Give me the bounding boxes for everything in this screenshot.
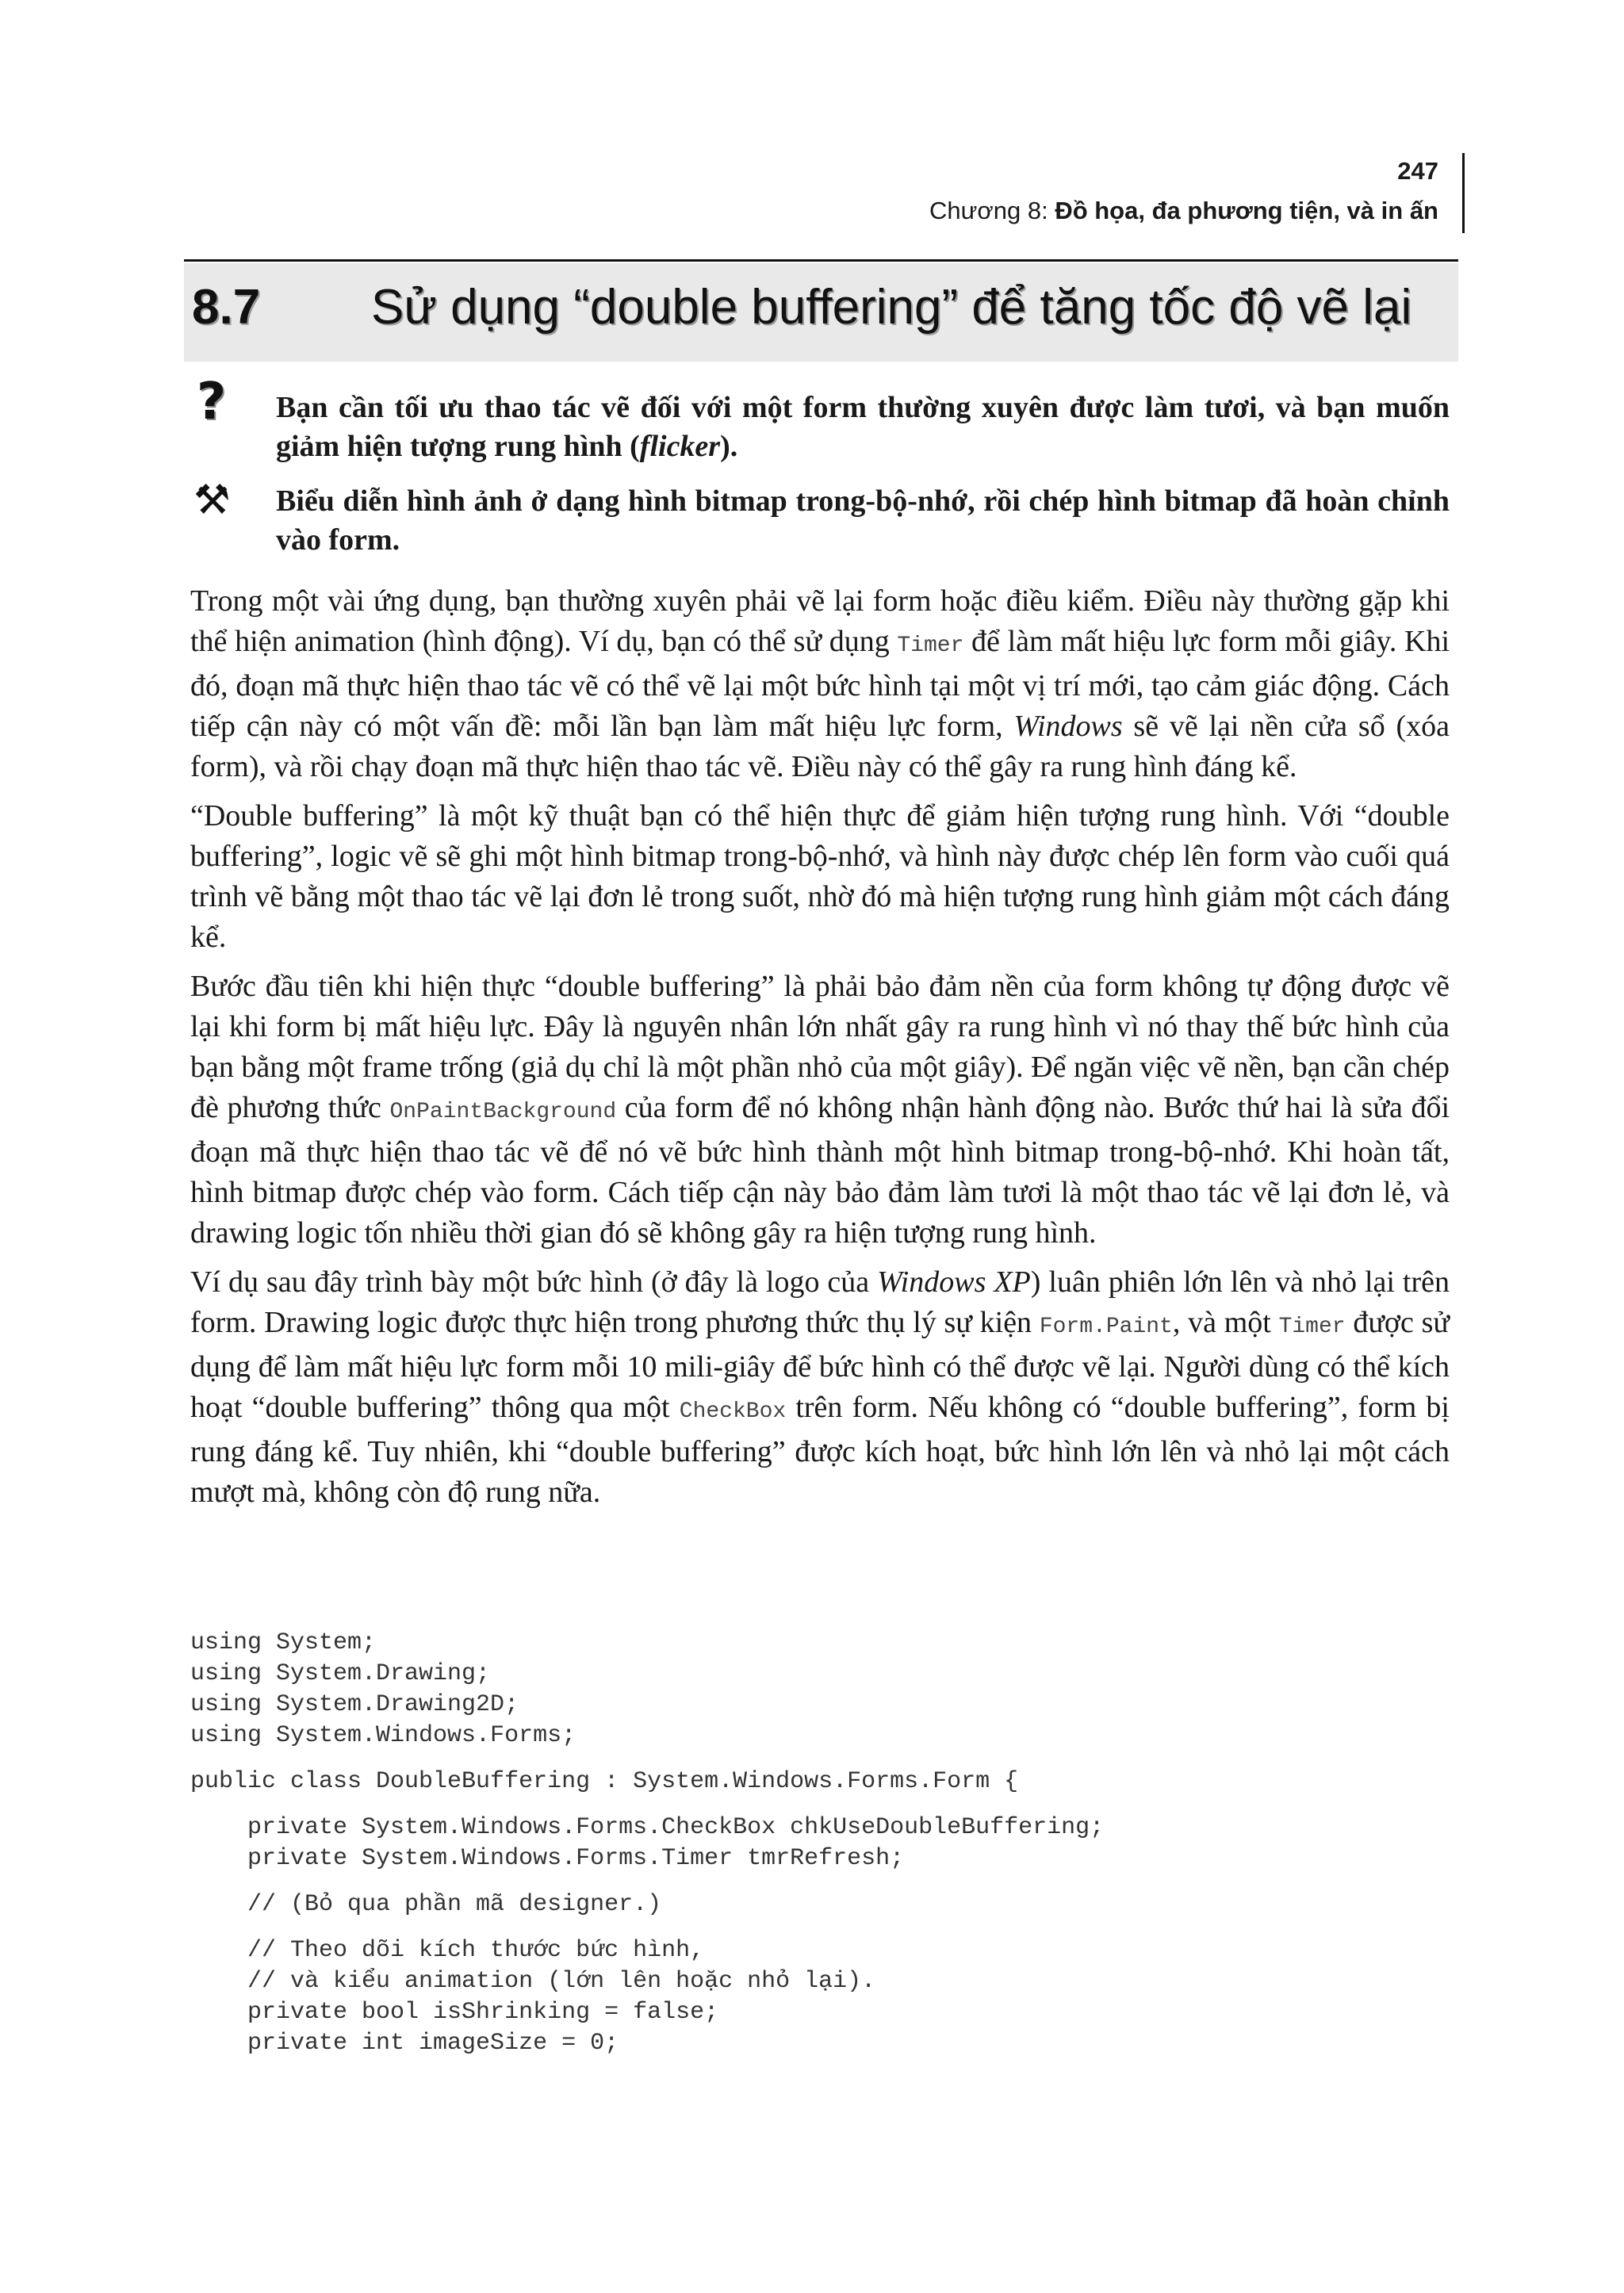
problem-italic: flicker: [639, 430, 721, 463]
inline-code: Timer: [897, 634, 964, 658]
code-line: // và kiểu animation (lớn lên hoặc nhỏ lại).: [190, 1968, 876, 1995]
header-vertical-rule: [1462, 153, 1465, 233]
tools-icon: ⚒: [193, 477, 231, 524]
chapter-header: [714, 197, 1438, 225]
code-group-fields: [190, 1813, 1450, 1874]
code-line: using System.Drawing2D;: [190, 1691, 519, 1718]
code-line: private int imageSize = 0;: [190, 2030, 619, 2057]
code-group-usings: [190, 1628, 1450, 1751]
inline-code: CheckBox: [679, 1399, 787, 1424]
problem-text-b: ).: [720, 430, 738, 463]
page-number: 247: [1397, 157, 1438, 185]
text-run: ) luân phiên lớn lên và nhỏ lại trên form. Drawing logic được thực hiện trong phương thức thụ lý sự kiện: [190, 1265, 1450, 1339]
inline-code: Timer: [1278, 1315, 1346, 1339]
text-run: Ví dụ sau đây trình bày một bức hình (ở đây là logo của: [190, 1265, 878, 1299]
code-listing: [190, 1628, 1450, 2074]
solution-statement: Biểu diễn hình ảnh ở dạng hình bitmap trong-bộ-nhớ, rồi chép hình bitmap đã hoàn chỉnh vào form.: [276, 484, 1450, 557]
code-group-designer-comment: [190, 1889, 1450, 1920]
code-line: using System.Drawing;: [190, 1660, 491, 1687]
inline-code: OnPaintBackground: [389, 1100, 617, 1124]
code-line: using System;: [190, 1629, 377, 1656]
chapter-prefix: Chương 8:: [929, 197, 1055, 224]
italic-term: Windows XP: [877, 1265, 1031, 1299]
text-run: để làm mất hiệu lực form mỗi giây. Khi đó, đoạn mã thực hiện thao tác vẽ có thể vẽ lại một bức hình tại một vị trí mới, tạo cảm giác động. Cách tiếp cận này có một vấn đề: mỗi lần bạn làm mất hiệu lực form,: [190, 625, 1450, 743]
question-mark-icon: ?: [197, 373, 227, 431]
text-run: trên form. Nếu không có “double buffering”, form bị rung đáng kể. Tuy nhiên, khi “double buffering” được kích hoạt, bức hình lớn lên và nhỏ lại một cách mượt mà, không còn độ rung nữa.: [190, 1391, 1450, 1509]
text-run: Trong một vài ứng dụng, bạn thường xuyên phải vẽ lại form hoặc điều kiểm. Điều này thường gặp khi thể hiện animation (hình động). Ví dụ, bạn có thể sử dụng: [190, 584, 1450, 658]
code-group-class: [190, 1767, 1450, 1797]
paragraph-1: [190, 581, 1450, 787]
section-title: Sử dụng “double buffering” để tăng tốc độ vẽ lại: [371, 280, 1412, 335]
problem-statement: [276, 389, 1450, 466]
code-line: using System.Windows.Forms;: [190, 1722, 576, 1749]
inline-code: Form.Paint: [1039, 1315, 1173, 1339]
chapter-title: Đồ họa, đa phương tiện, và in ấn: [1055, 197, 1438, 224]
text-run: sẽ vẽ lại nền cửa sổ (xóa form), và rồi chạy đoạn mã thực hiện thao tác vẽ. Điều này có thể gây ra rung hình đáng kể.: [190, 710, 1450, 783]
text-run: được sử dụng để làm mất hiệu lực form mỗi 10 mili-giây để bức hình có thể được vẽ lại. Người dùng có thể kích hoạt “double buffering” thông qua một: [190, 1306, 1450, 1424]
text-run: của form để nó không nhận hành động nào. Bước thứ hai là sửa đổi đoạn mã thực hiện thao tác vẽ để nó vẽ bức hình thành một hình bitmap trong-bộ-nhớ. Khi hoàn tất, hình bitmap được chép vào form. Cách tiếp cận này bảo đảm làm tươi là một thao tác vẽ lại đơn lẻ, và drawing logic tốn nhiều thời gian đó sẽ không gây ra hiện tượng rung hình.: [190, 1091, 1450, 1250]
header-horizontal-rule: [184, 259, 1458, 262]
code-line: // (Bỏ qua phần mã designer.): [190, 1891, 662, 1918]
code-group-state: [190, 1935, 1450, 2059]
problem-text-a: Bạn cần tối ưu thao tác vẽ đối với một form thường xuyên được làm tươi, và bạn muốn giảm hiện tượng rung hình (: [276, 391, 1450, 463]
paragraph-2: “Double buffering” là một kỹ thuật bạn có thể hiện thực để giảm hiện tượng rung hình. Với “double buffering”, logic vẽ sẽ ghi một hình bitmap trong-bộ-nhớ, và hình này được chép lên form vào cuối quá trình vẽ bằng một thao tác vẽ lại đơn lẻ trong suốt, nhờ đó mà hiện tượng rung hình giảm một cách đáng kể.: [190, 799, 1450, 954]
body-text: [190, 581, 1450, 1522]
text-run: Bước đầu tiên khi hiện thực “double buffering” là phải bảo đảm nền của form không tự động được vẽ lại khi form bị mất hiệu lực. Đây là nguyên nhân lớn nhất gây ra rung hình vì nó thay thế bức hình của bạn bằng một frame trống (giả dụ chỉ là một phần nhỏ của một giây). Để ngăn việc vẽ nền, bạn cần chép đè phương thức: [190, 970, 1450, 1124]
code-line: public class DoubleBuffering : System.Windows.Forms.Form {: [190, 1768, 1019, 1795]
code-line: private bool isShrinking = false;: [190, 1999, 719, 2026]
code-line: private System.Windows.Forms.CheckBox chkUseDoubleBuffering;: [190, 1814, 1105, 1841]
code-line: private System.Windows.Forms.Timer tmrRefresh;: [190, 1845, 905, 1872]
section-number: 8.7: [192, 280, 261, 335]
paragraph-4: [190, 1262, 1450, 1513]
paragraph-3: [190, 967, 1450, 1254]
code-line: // Theo dõi kích thước bức hình,: [190, 1937, 705, 1964]
italic-term: Windows: [1013, 710, 1123, 743]
text-run: , và một: [1172, 1306, 1279, 1339]
